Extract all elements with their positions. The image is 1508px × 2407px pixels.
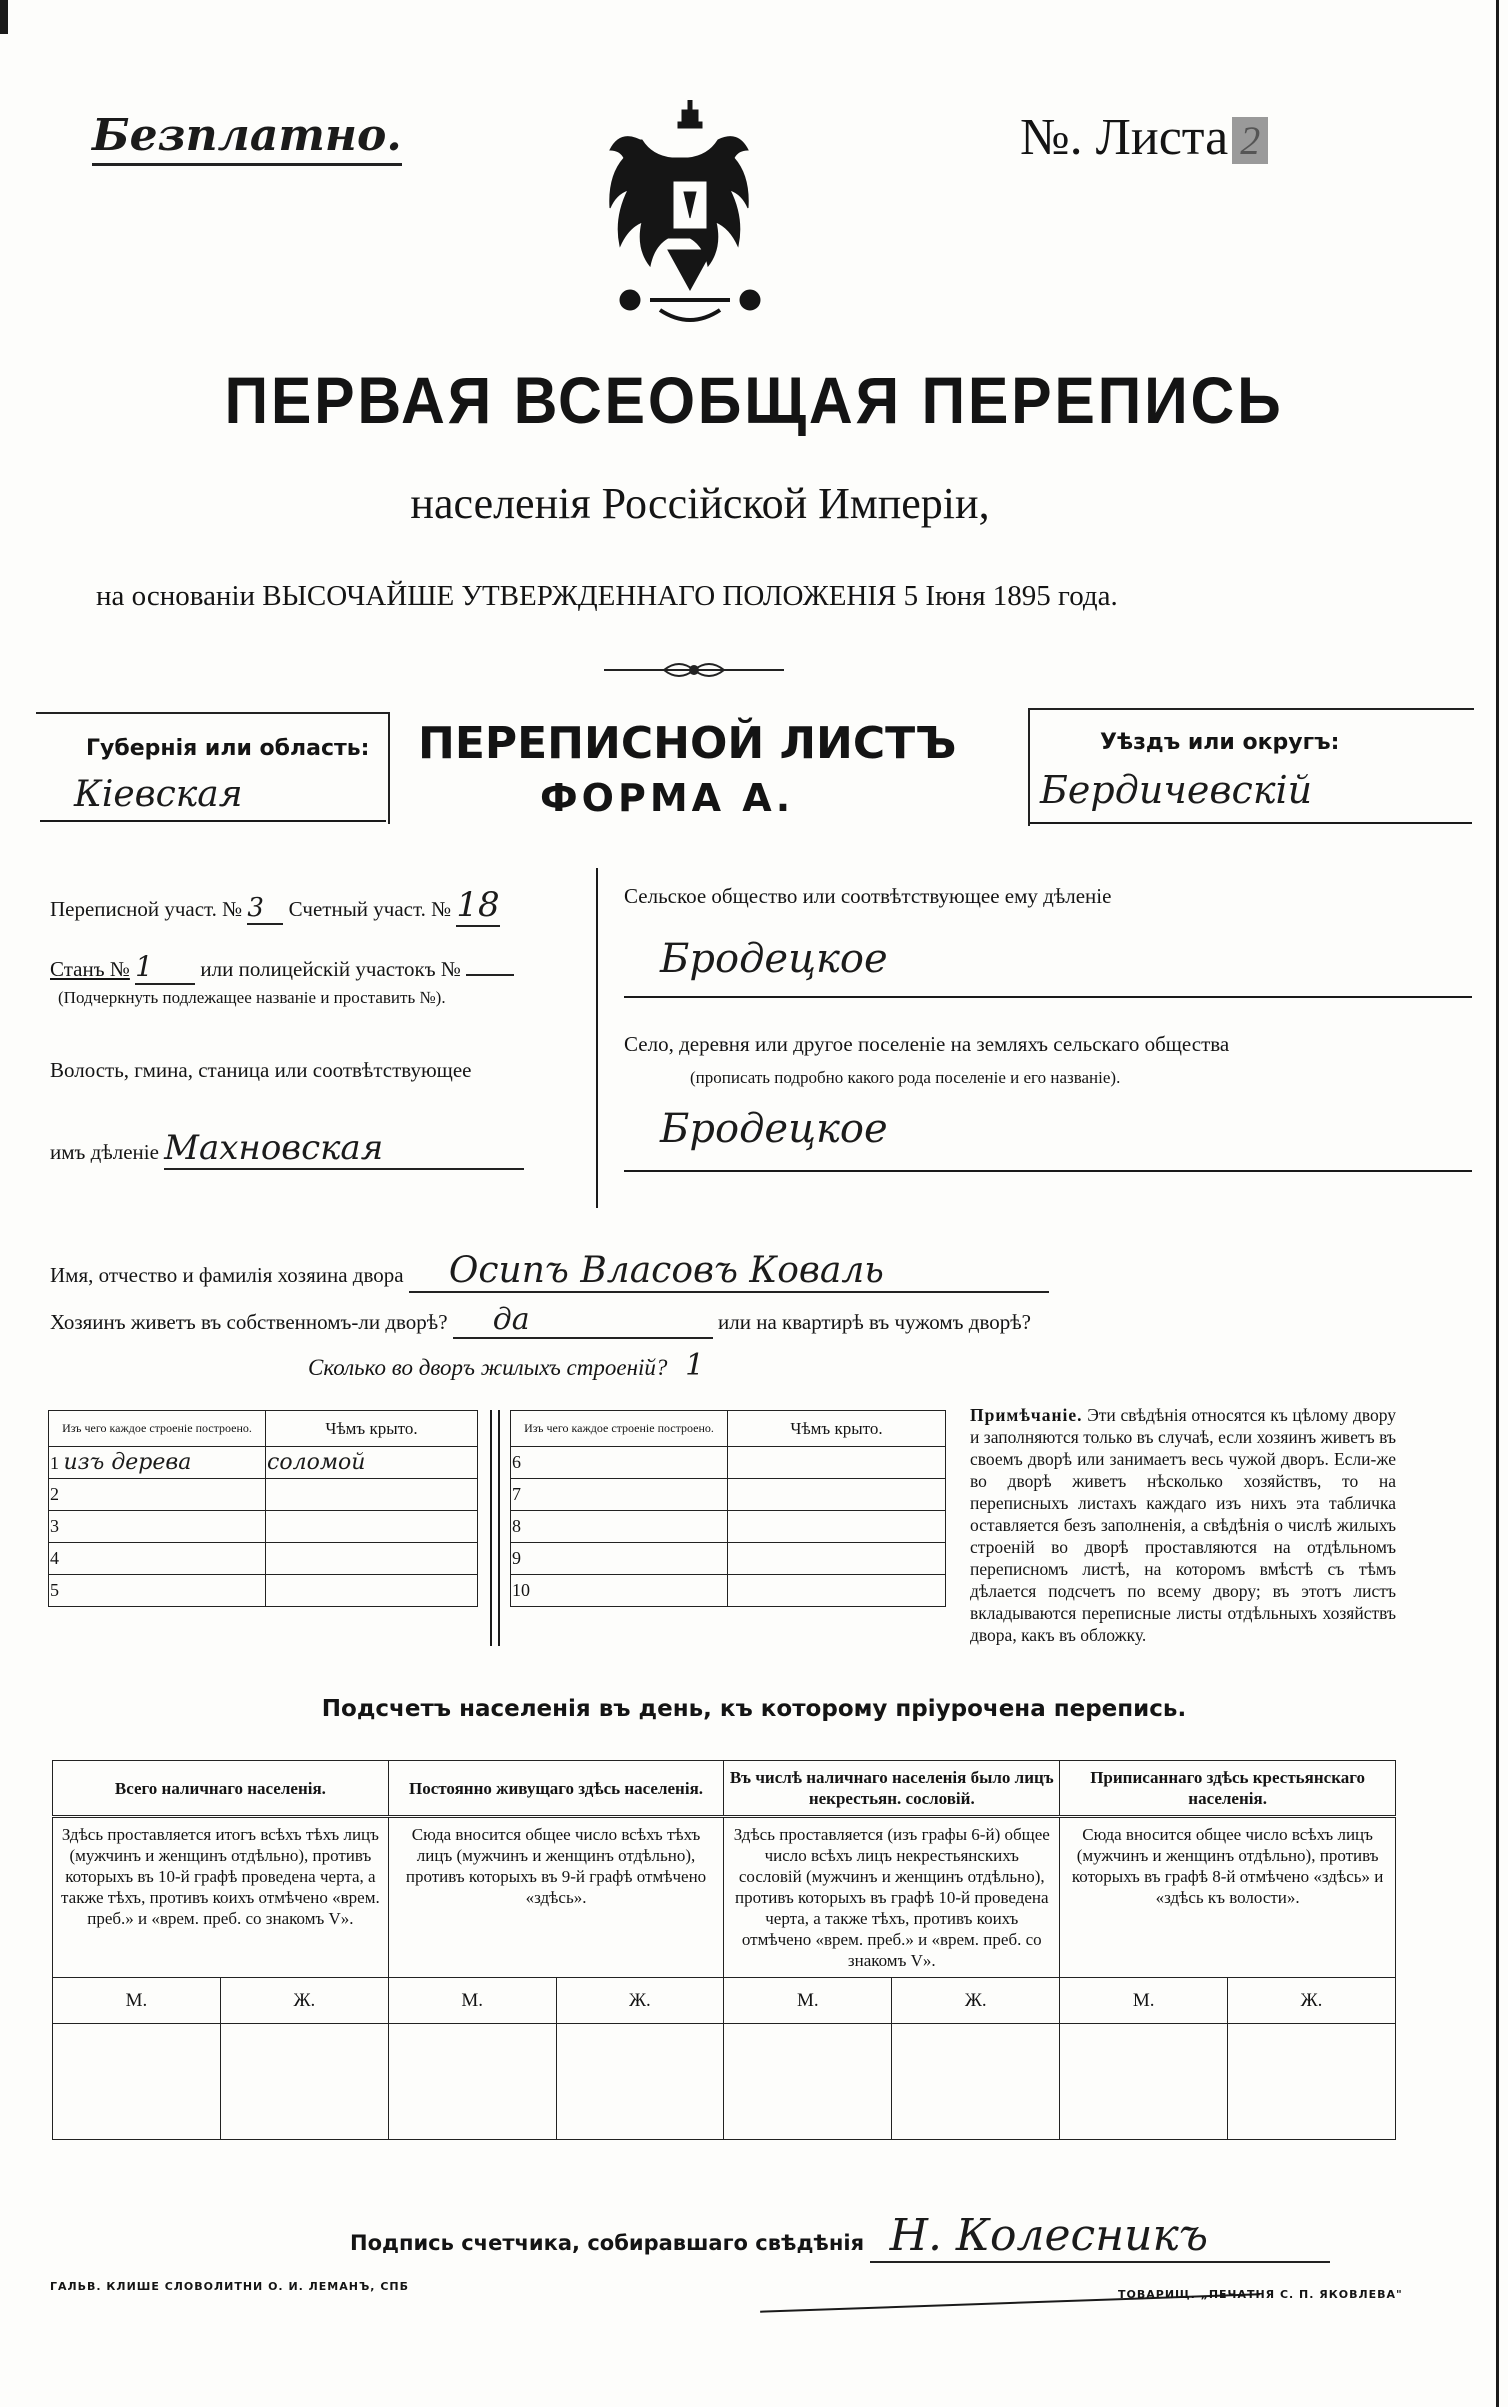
note-block [970,1404,1396,1646]
uezd-underline [1030,822,1472,824]
imperial-eagle-emblem [590,100,790,340]
building-row-5: 5 [49,1575,266,1607]
signature-row [350,2210,1330,2263]
owner-row [50,1250,1049,1293]
page-subtitle: населенія Россійской Имперіи, [410,479,990,528]
footer-left: ГАЛЬВ. КЛИШЕ СЛОВОЛИТНИ О. И. ЛЕМАНЪ, СПБ [50,2280,409,2293]
count-zh-header-2: Ж. [556,1978,724,2024]
count-col-1-desc: Здѣсь проставляется итогъ всѣхъ тѣхъ лицъ (мужчинъ и женщинъ отдѣльно), противъ которыхъ въ 10-й графѣ проведена черта, а также тѣхъ, противъ коихъ отмѣчено «врем. преб.» и «врем. преб. со знакомъ V». [53,1817,389,1978]
count-zh-header-1: Ж. [220,1978,388,2024]
building-roof-10 [728,1575,946,1607]
census-district-row [50,885,500,927]
col-roof-header-2: Чѣмъ крыто. [728,1411,946,1447]
society-value: Бродецкое [660,936,888,982]
building-row-1: 1 изъ дерева [49,1447,266,1479]
buildings-table-right [510,1410,946,1607]
village-label: Село, деревня или другое поселеніе на земляхъ сельскаго общества [624,1032,1230,1056]
rented-label: или на квартирѣ въ чужомъ дворѣ? [718,1310,1031,1334]
free-stamp: Безплатно. [92,110,402,166]
count-cell [1060,2024,1228,2140]
count-m-header-2: М. [388,1978,556,2024]
volost-label: Волость, гмина, станица или соотвѣтствующее [50,1058,472,1082]
column-divider [596,868,598,1208]
buildings-row [308,1348,704,1383]
count-col-3-title: Въ числѣ наличнаго населенія было лицъ некрестьян. сословій. [724,1761,1060,1817]
count-cell [1228,2024,1396,2140]
count-col-1-title: Всего наличнаго населенія. [53,1761,389,1817]
building-row-8: 8 [511,1511,728,1543]
village-note: (прописать подробно какого рода поселеніе и его названіе). [690,1068,1121,1087]
count-m-header-1: М. [53,1978,221,2024]
volost-row [50,1128,524,1170]
buildings-table-left [48,1410,478,1607]
gubernia-label: Губернія или область: [86,736,370,761]
count-zh-header-3: Ж. [892,1978,1060,2024]
count-col-4-title: Приписаннаго здѣсь крестьянскаго населенія. [1060,1761,1396,1817]
building-row-3: 3 [49,1511,266,1543]
legal-basis: на основаніи ВЫСОЧАЙШЕ УТВЕРЖДЕННАГО ПОЛОЖЕНІЯ 5 Іюня 1895 года. [96,580,1118,612]
count-m-header-3: М. [724,1978,892,2024]
building-roof-4 [266,1543,478,1575]
society-label: Сельское общество или соотвѣтствующее ему дѣленіе [624,884,1112,908]
building-row-9: 9 [511,1543,728,1575]
building-row-2: 2 [49,1479,266,1511]
stan-label: Станъ № [50,957,130,981]
building-roof-7 [728,1479,946,1511]
uezd-label: Уѣздъ или округъ: [1100,730,1340,755]
count-cell [724,2024,892,2140]
police-note: (Подчеркнуть подлежащее названіе и проставить №). [58,988,446,1007]
building-roof-1: соломой [266,1447,478,1479]
building-row-4: 4 [49,1543,266,1575]
society-row [624,884,1111,909]
police-label: или полицейскій участокъ № [200,957,461,981]
volost-label-2: имъ дѣленіе [50,1140,159,1164]
scan-edge-line [1496,0,1499,2407]
own-yard-label: Хозяинъ живетъ въ собственномъ-ли дворѣ? [50,1310,448,1334]
buildings-label: Сколько во дворъ жилыхъ строеній? [308,1355,668,1380]
sheet-number [1020,108,1268,167]
page-title: ПЕРВАЯ ВСЕОБЩАЯ ПЕРЕПИСЬ [224,363,1284,437]
buildings-double-rule-2 [498,1410,500,1646]
village-underline [624,1170,1472,1172]
ornament-divider [604,658,784,682]
count-heading: Подсчетъ населенія въ день, къ которому пріурочена перепись. [321,1696,1187,1722]
scan-edge-mark [0,0,8,34]
count-col-4-desc: Сюда вносится общее число всѣхъ лицъ (мужчинъ и женщинъ отдѣльно), противъ которыхъ въ графѣ 8-й отмѣчено «здѣсь» и «здѣсь къ волости». [1060,1817,1396,1978]
census-district-value: 3 [247,893,283,925]
building-roof-3 [266,1511,478,1543]
village-value: Бродецкое [660,1106,888,1152]
count-m-header-4: М. [1060,1978,1228,2024]
building-roof-9 [728,1543,946,1575]
count-cell [220,2024,388,2140]
own-yard-row [50,1302,1031,1339]
uezd-value: Бердичевскій [1040,768,1313,812]
owner-label: Имя, отчество и фамилія хозяина двора [50,1263,404,1287]
footer-right: ТОВАРИЩ. „ПЕЧАТНЯ С. П. ЯКОВЛЕВА" [1118,2288,1403,2301]
count-cell [53,2024,221,2140]
building-roof-2 [266,1479,478,1511]
building-roof-8 [728,1511,946,1543]
police-value [466,954,514,976]
count-col-2-title: Постоянно живущаго здѣсь населенія. [388,1761,724,1817]
count-cell [556,2024,724,2140]
volost-value: Махновская [164,1128,524,1170]
col-roof-header: Чѣмъ крыто. [266,1411,478,1447]
signature-label: Подпись счетчика, собиравшаго свѣдѣнія [350,2231,865,2255]
sheet-number-label: №. Листа [1020,109,1229,166]
count-district-value: 18 [456,885,500,925]
gubernia-value: Кіевская [74,774,243,815]
stan-value: 1 [135,950,195,985]
count-zh-header-4: Ж. [1228,1978,1396,2024]
building-roof-6 [728,1447,946,1479]
count-cell [388,2024,556,2140]
buildings-value: 1 [685,1348,705,1383]
building-row-7: 7 [511,1479,728,1511]
col-material-header-2: Изъ чего каждое строеніе построено. [511,1411,728,1447]
sheet-number-value: 2 [1232,117,1268,164]
society-underline [624,996,1472,998]
building-row-6: 6 [511,1447,728,1479]
building-row-10: 10 [511,1575,728,1607]
note-text: Эти свѣдѣнія относятся къ цѣлому двору и заполняются только въ случаѣ, если хозяинъ живетъ въ своемъ дворѣ или занимаетъ весь чужой дворъ. Если-же во дворѣ живетъ нѣсколько хозяйствъ, то на переписныхъ листахъ каждаго изъ нихъ эта табличка оставляется безъ заполненія, а свѣдѣнія о числѣ жилыхъ строеній во дворѣ проставляются на отдѣльномъ переписномъ листѣ, на которомъ вмѣстѣ съ тѣмъ дѣлается подсчетъ по всему двору; въ этотъ листъ вкладываются переписные листы отдѣльныхъ хозяйствъ двора, какъ въ обложку. [970,1405,1397,1645]
count-col-3-desc: Здѣсь проставляется (изъ графы 6-й) общее число всѣхъ лицъ некрестьянскихъ сословій (мужчинъ и женщинъ отдѣльно), противъ которыхъ въ графѣ 10-й проведена черта, а также тѣхъ, противъ коихъ отмѣчено «врем. преб.» и «врем. преб. со знакомъ V». [724,1817,1060,1978]
population-count-table [52,1760,1396,2140]
owner-value: Осипъ Власовъ Коваль [409,1250,1049,1293]
note-title: Примѣчаніе. [970,1405,1083,1425]
count-district-label: Счетный участ. № [288,897,452,921]
count-cell [892,2024,1060,2140]
signature-value: Н. Колесникъ [870,2210,1330,2263]
stan-row [50,950,514,985]
building-roof-5 [266,1575,478,1607]
col-material-header: Изъ чего каждое строеніе построено. [49,1411,266,1447]
gubernia-underline [40,820,386,822]
form-title: ПЕРЕПИСНОЙ ЛИСТЪ [418,718,957,769]
buildings-double-rule [490,1410,492,1646]
census-district-label: Переписной участ. № [50,897,243,921]
form-name: ФОРМА А. [540,776,795,820]
count-col-2-desc: Сюда вносится общее число всѣхъ тѣхъ лицъ (мужчинъ и женщинъ отдѣльно), противъ которыхъ въ 9-й графѣ отмѣчено «здѣсь». [388,1817,724,1978]
own-yard-value: да [453,1302,713,1339]
